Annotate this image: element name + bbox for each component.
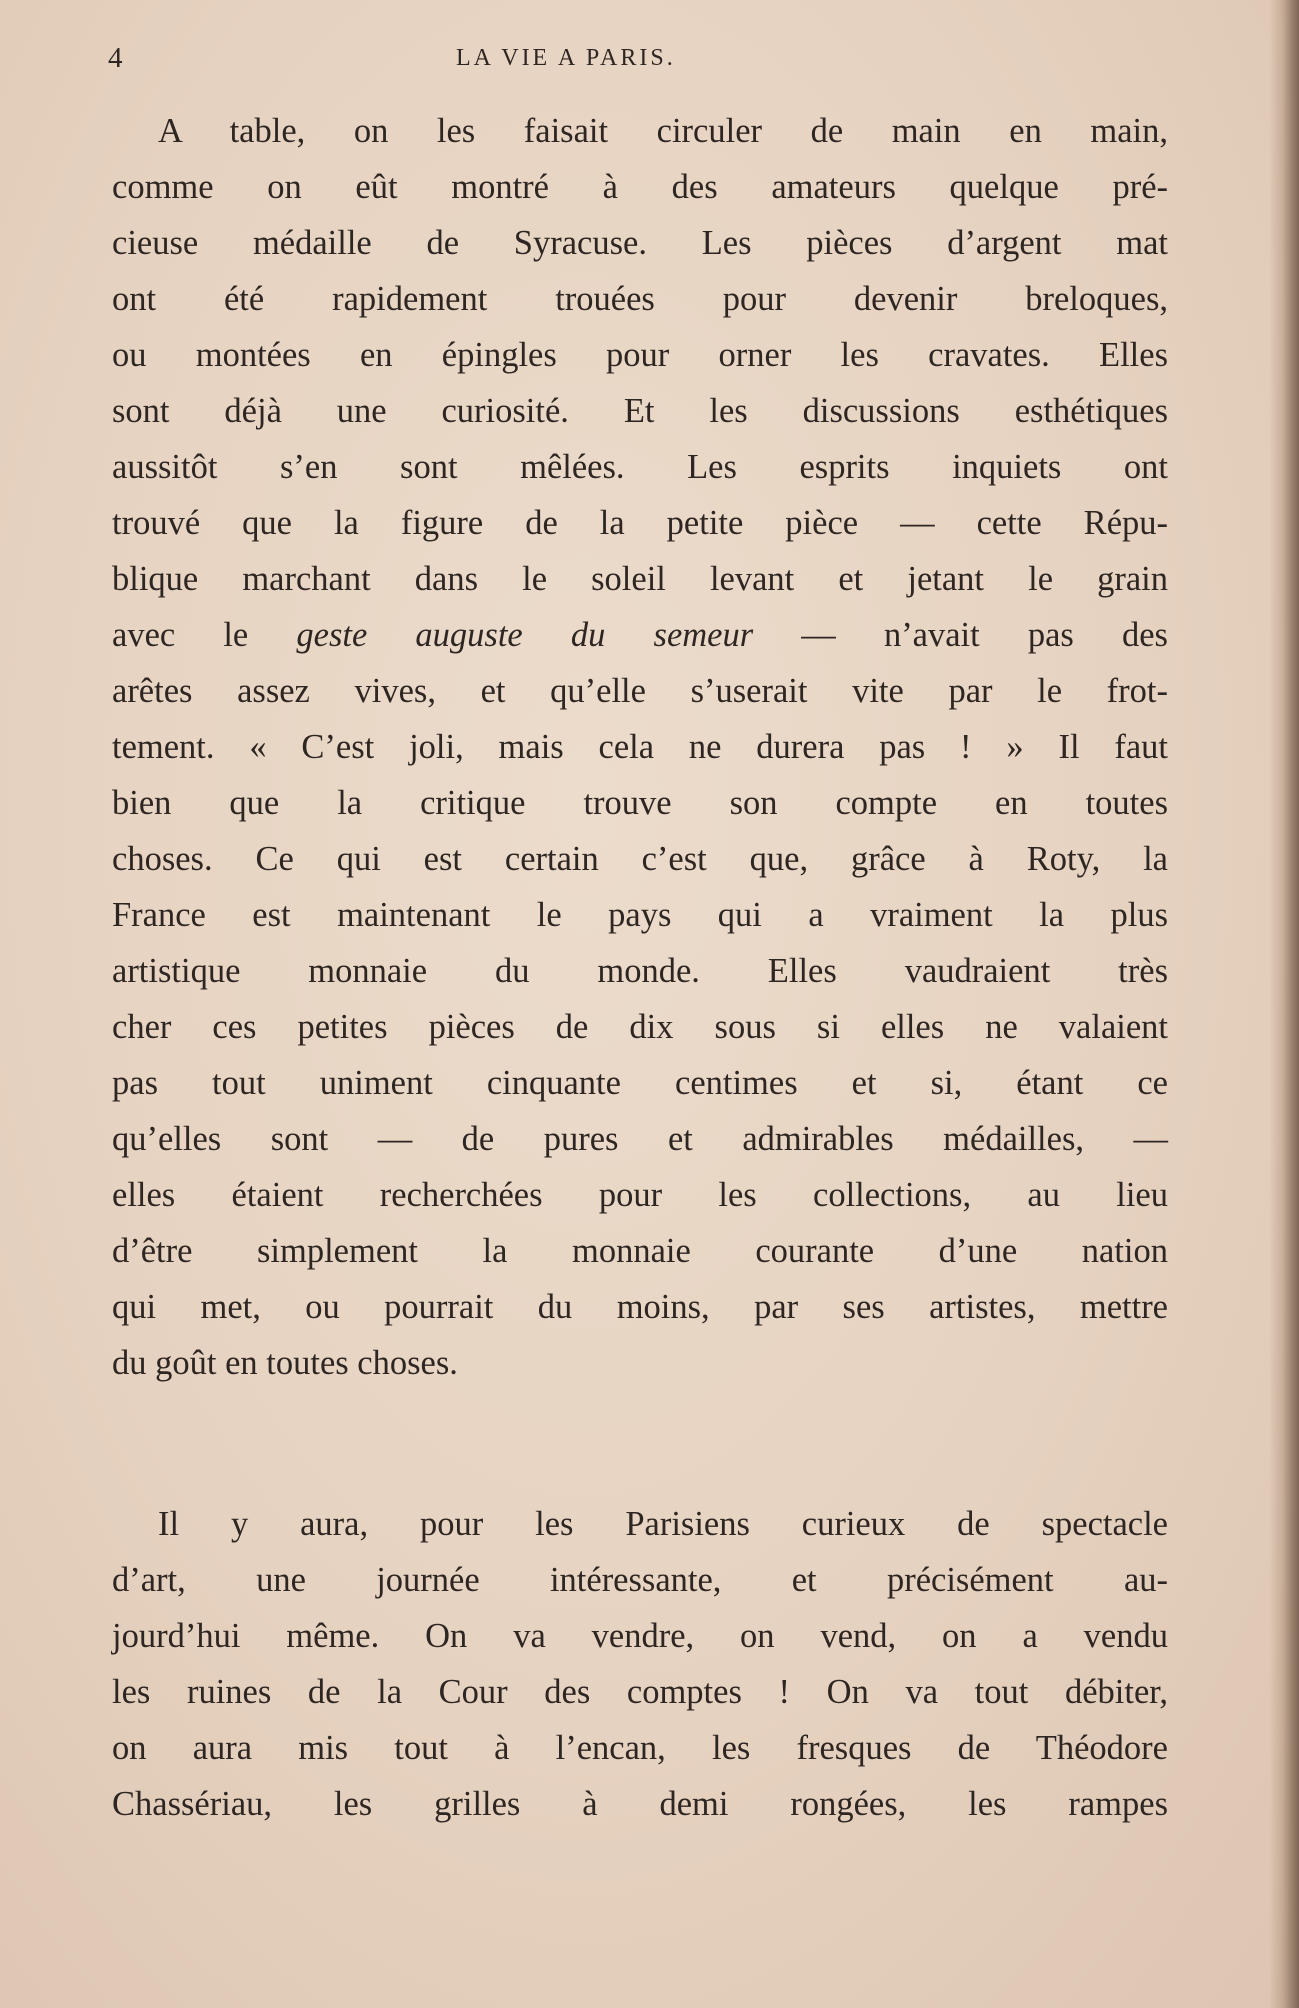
text-line: comme on eût montré à des amateurs quelque pré- bbox=[112, 168, 1168, 206]
text-line: sont déjà une curiosité. Et les discussions esthétiques bbox=[112, 392, 1168, 430]
text-line: qui met, ou pourrait du moins, par ses artistes, mettre bbox=[112, 1288, 1168, 1326]
page-number: 4 bbox=[108, 42, 123, 74]
text-line: on aura mis tout à l’encan, les fresques de Théodore bbox=[112, 1729, 1168, 1767]
text-line-with-italic bbox=[112, 607, 1168, 663]
text-segment: — n’avait pas des bbox=[753, 616, 1168, 654]
text-line: aussitôt s’en sont mêlées. Les esprits inquiets ont bbox=[112, 448, 1168, 486]
text-line: elles étaient recherchées pour les collections, au lieu bbox=[112, 1176, 1168, 1214]
text-line: choses. Ce qui est certain c’est que, grâce à Roty, la bbox=[112, 840, 1168, 878]
text-line: Chassériau, les grilles à demi rongées, les rampes bbox=[112, 1785, 1168, 1823]
text-line: bien que la critique trouve son compte en toutes bbox=[112, 784, 1168, 822]
text-line: cher ces petites pièces de dix sous si elles ne valaient bbox=[112, 1008, 1168, 1046]
paragraph-1 bbox=[112, 103, 1168, 1391]
text-line: les ruines de la Cour des comptes ! On va tout débiter, bbox=[112, 1673, 1168, 1711]
running-head: LA VIE A PARIS. bbox=[456, 45, 676, 71]
text-segment: avec le bbox=[112, 616, 297, 654]
text-line: ou montées en épingles pour orner les cravates. Elles bbox=[112, 336, 1168, 374]
text-line: trouvé que la figure de la petite pièce — cette Répu- bbox=[112, 504, 1168, 542]
text-line: artistique monnaie du monde. Elles vaudraient très bbox=[112, 952, 1168, 990]
text-line: jourd’hui même. On va vendre, on vend, on a vendu bbox=[112, 1617, 1168, 1655]
page-edge-shadow bbox=[1269, 0, 1299, 2008]
text-line: d’art, une journée intéressante, et précisément au- bbox=[112, 1561, 1168, 1599]
text-line: pas tout uniment cinquante centimes et si, étant ce bbox=[112, 1064, 1168, 1102]
text-line: Il y aura, pour les Parisiens curieux de spectacle bbox=[158, 1505, 1168, 1543]
text-line: tement. « C’est joli, mais cela ne durera pas ! » Il faut bbox=[112, 728, 1168, 766]
text-line: d’être simplement la monnaie courante d’une nation bbox=[112, 1232, 1168, 1270]
text-line: France est maintenant le pays qui a vraiment la plus bbox=[112, 896, 1168, 934]
text-line: blique marchant dans le soleil levant et jetant le grain bbox=[112, 560, 1168, 598]
text-line: arêtes assez vives, et qu’elle s’userait vite par le frot- bbox=[112, 672, 1168, 710]
page-header bbox=[108, 38, 1168, 78]
paragraph-2 bbox=[112, 1496, 1168, 1832]
text-line: cieuse médaille de Syracuse. Les pièces d’argent mat bbox=[112, 224, 1168, 262]
text-line: qu’elles sont — de pures et admirables médailles, — bbox=[112, 1120, 1168, 1158]
text-line: A table, on les faisait circuler de main en main, bbox=[158, 112, 1168, 150]
italic-quote: geste auguste du semeur bbox=[296, 616, 754, 654]
text-line: du goût en toutes choses. bbox=[112, 1344, 458, 1382]
text-line: ont été rapidement trouées pour devenir breloques, bbox=[112, 280, 1168, 318]
